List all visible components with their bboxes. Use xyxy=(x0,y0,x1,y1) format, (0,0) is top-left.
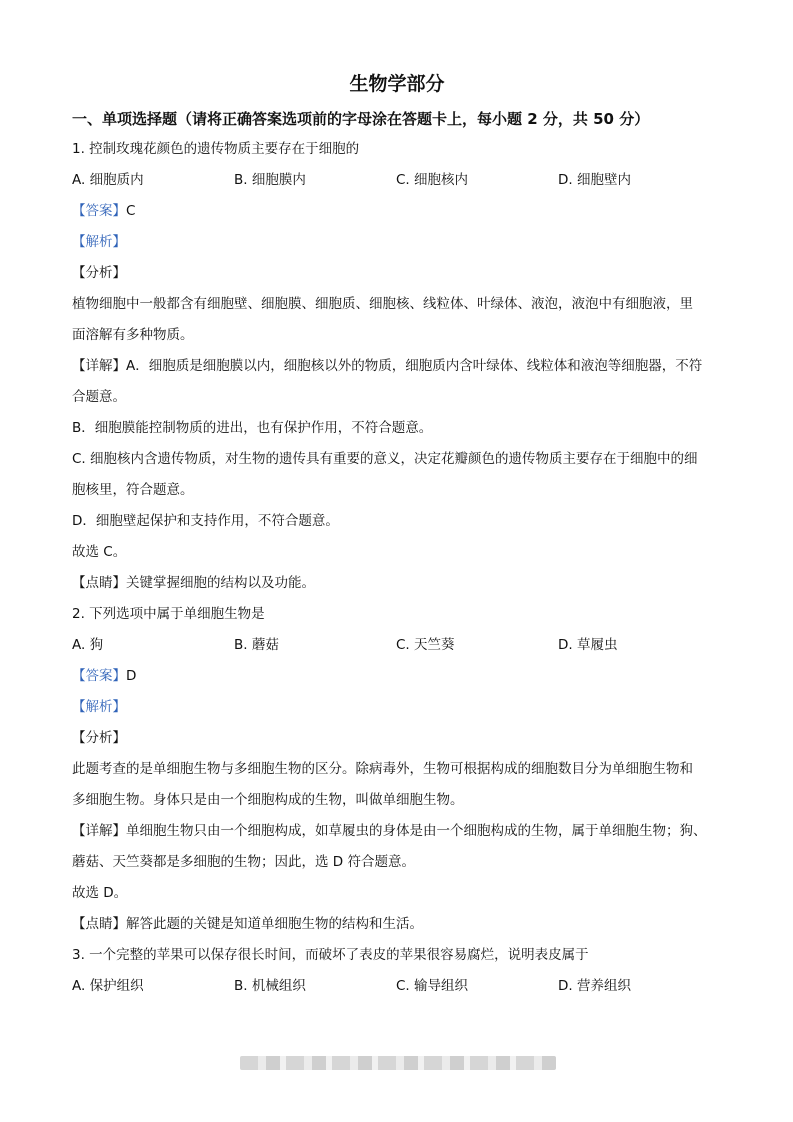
option-b: B. 机械组织 xyxy=(234,978,306,994)
answer-tag: 【答案】 xyxy=(72,668,126,684)
question-1-answer xyxy=(72,196,722,227)
question-3-options xyxy=(72,971,722,1002)
question-1-options xyxy=(72,165,722,196)
question-2-tip: 【点睛】解答此题的关键是知道单细胞生物的结构和生活。 xyxy=(72,916,423,932)
question-2-fenxi-line: 多细胞生物。身体只是由一个细胞构成的生物，叫做单细胞生物。 xyxy=(72,792,464,808)
option-c: C. 细胞核内 xyxy=(396,172,469,188)
question-1-tip: 【点睛】关键掌握细胞的结构以及功能。 xyxy=(72,575,315,591)
question-1-stem: 1. 控制玫瑰花颜色的遗传物质主要存在于细胞的 xyxy=(72,141,360,157)
option-a: A. 细胞质内 xyxy=(72,172,144,188)
question-1-detail-d: D．细胞壁起保护和支持作用，不符合题意。 xyxy=(72,513,339,529)
option-a: A. 保护组织 xyxy=(72,978,144,994)
option-d: D. 营养组织 xyxy=(558,978,631,994)
option-a: A. 狗 xyxy=(72,637,104,653)
question-2-detail-line: 【详解】单细胞生物只由一个细胞构成，如草履虫的身体是由一个细胞构成的生物，属于单细胞生物；狗、 xyxy=(72,823,707,839)
question-1-detail-c: C. 细胞核内含遗传物质，对生物的遗传具有重要的意义，决定花瓣颜色的遗传物质主要存在于细胞中的细 xyxy=(72,451,698,467)
question-1-detail-line: 合题意。 xyxy=(72,389,126,405)
question-1-fenxi-tag: 【分析】 xyxy=(72,265,126,281)
question-2-conclusion: 故选 D。 xyxy=(72,885,128,901)
question-1-detail-line: 【详解】A．细胞质是细胞膜以内，细胞核以外的物质，细胞质内含叶绿体、线粒体和液泡等细胞器，不符 xyxy=(72,358,703,374)
answer-value: C xyxy=(126,203,136,219)
document-page xyxy=(72,70,722,1002)
question-1-fenxi-line: 面溶解有多种物质。 xyxy=(72,327,194,343)
question-2-jiexi: 【解析】 xyxy=(72,699,126,715)
option-d: D. 草履虫 xyxy=(558,637,618,653)
question-2-answer xyxy=(72,661,722,692)
question-1-fenxi-line: 植物细胞中一般都含有细胞壁、细胞膜、细胞质、细胞核、线粒体、叶绿体、液泡，液泡中有细胞液，里 xyxy=(72,296,693,312)
question-2-stem: 2. 下列选项中属于单细胞生物是 xyxy=(72,606,265,622)
question-3-stem: 3. 一个完整的苹果可以保存很长时间，而破坏了表皮的苹果很容易腐烂，说明表皮属于 xyxy=(72,947,589,963)
section-heading: 一、单项选择题（请将正确答案选项前的字母涂在答题卡上，每小题 2 分，共 50 分） xyxy=(72,110,650,128)
question-2-detail-line: 蘑菇、天竺葵都是多细胞的生物；因此，选 D 符合题意。 xyxy=(72,854,415,870)
question-2-fenxi-line: 此题考查的是单细胞生物与多细胞生物的区分。除病毒外，生物可根据构成的细胞数目分为单细胞生物和 xyxy=(72,761,693,777)
option-b: B. 蘑菇 xyxy=(234,637,279,653)
option-d: D. 细胞壁内 xyxy=(558,172,631,188)
question-1-detail-b: B．细胞膜能控制物质的进出，也有保护作用，不符合题意。 xyxy=(72,420,433,436)
page-title: 生物学部分 xyxy=(349,73,445,95)
option-b: B. 细胞膜内 xyxy=(234,172,306,188)
option-c: C. 输导组织 xyxy=(396,978,469,994)
question-1-jiexi: 【解析】 xyxy=(72,234,126,250)
question-1-conclusion: 故选 C。 xyxy=(72,544,127,560)
question-2-fenxi-tag: 【分析】 xyxy=(72,730,126,746)
option-c: C. 天竺葵 xyxy=(396,637,455,653)
answer-value: D xyxy=(126,668,137,684)
question-2-options xyxy=(72,630,722,661)
blurred-footer-watermark xyxy=(240,1056,556,1070)
question-1-detail-c: 胞核里，符合题意。 xyxy=(72,482,194,498)
answer-tag: 【答案】 xyxy=(72,203,126,219)
